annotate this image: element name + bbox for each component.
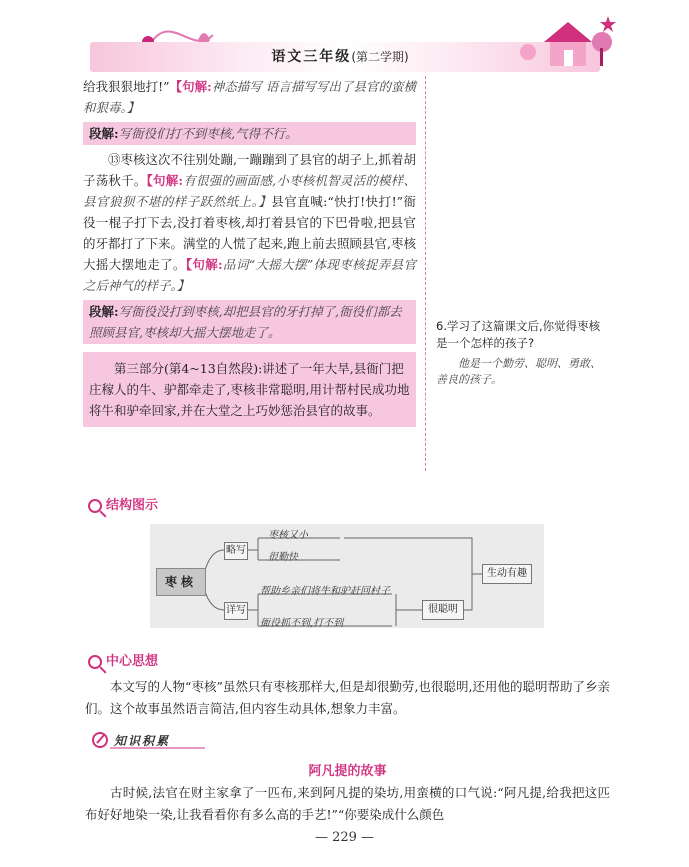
- summary-text: 写衙役们打不到枣核,气得不行。: [118, 126, 298, 141]
- paragraph-summary-box: [83, 122, 416, 145]
- detailed-item: 衙役抓不到,打不到: [260, 618, 344, 629]
- paragraph-summary-box: [83, 300, 416, 344]
- sentence-analysis-tag: 【句解:: [185, 257, 223, 272]
- summary-label: 段解:: [89, 126, 119, 141]
- sentence-analysis-tag: 【句解:: [169, 79, 212, 94]
- column-divider: [425, 76, 426, 471]
- left-column: [83, 76, 416, 427]
- page-header: [70, 12, 610, 72]
- result-label: 生动有趣: [482, 564, 532, 584]
- right-column: [436, 318, 611, 388]
- center-node: 枣核: [156, 568, 206, 596]
- detailed-item: 帮助乡亲们将牛和驴赶回村子: [260, 586, 390, 597]
- summary-text: 写衙役没打到枣核,却把县官的牙打掉了,衙役们都去照顾县官,枣核却大摇大摆地走了。: [89, 304, 402, 340]
- sentence-analysis-note: 品词“大摇大摆”体现枣核捉弄县官之后神气的样子。】: [83, 257, 416, 293]
- summary-label: 段解:: [89, 304, 119, 319]
- part-three-summary: 第三部分(第4~13自然段):讲述了一年大旱,县衙门把庄稼人的牛、驴都牵走了,枣核非常聪明,用计帮村民成功地将牛和驴牵回家,并在大堂之上巧妙惩治县官的故事。: [83, 352, 416, 427]
- structure-diagram: [150, 524, 544, 628]
- magnifier-icon: [88, 499, 102, 513]
- question-6-answer: 他是一个勤劳、聪明、勇敢、善良的孩子。: [436, 357, 601, 386]
- magnifier-icon: [88, 655, 102, 669]
- branch-detailed: 详写: [224, 602, 248, 620]
- sentence-analysis-note: 有很强的画面感,小枣核机智灵活的模样、县官狼狈不堪的样子跃然纸上。】: [83, 173, 416, 209]
- paragraph-continuation: 给我狠狠地打!”【句解:神态描写 语言描写写出了县官的蛮横和狠毒。】: [83, 79, 416, 115]
- central-idea-text: 本文写的人物“枣核”虽然只有枣核那样大,但是却很勤劳,也很聪明,还用他的聪明帮助了乡亲们。这个故事虽然语言简洁,但内容生动具体,想象力丰富。: [85, 679, 610, 716]
- sentence-analysis-note: 神态描写 语言描写写出了县官的蛮横和狠毒。】: [83, 79, 416, 115]
- paragraph-13: ⑬枣核这次不往别处蹦,一蹦蹦到了县官的胡子上,抓着胡子荡秋千。【句解:有很强的画面感,小枣核机智灵活的模样、县官狼狈不堪的样子跃然纸上。】县官直喊:“快打!快打!”衙役一棍子打下去,没打着枣核,却打着县官的下巴骨啦,把县官的牙都打了下来。满堂的人慌了起来,跑上前去照顾县官,枣核大摇大摆地走了。【句解:品词“大摇大摆”体现枣核捉弄县官之后神气的样子。】: [83, 152, 416, 293]
- knowledge-heading: 知识积累: [90, 730, 210, 750]
- central-idea-heading: 中心思想: [88, 650, 158, 669]
- story-text: 古时候,法官在财主家拿了一匹布,来到阿凡提的染坊,用蛮横的口气说:“阿凡提,给我把这匹布好好地染一染,让我看看你有多么高的手艺!”“你要染成什么颜色: [85, 785, 610, 822]
- book-title: 语文三年级: [271, 49, 352, 65]
- branch-brief: 略写: [224, 542, 248, 560]
- house-decoration-icon: [510, 12, 620, 72]
- brief-item: 枣核又小: [268, 530, 308, 541]
- semester-label: (第二学期): [351, 50, 409, 64]
- clever-label: 很聪明: [422, 600, 464, 620]
- question-6: 6.学习了这篇课文后,你觉得枣核是一个怎样的孩子?: [436, 319, 601, 350]
- story-title: 阿凡提的故事: [308, 764, 387, 779]
- structure-heading: 结构图示: [88, 494, 158, 513]
- brief-item: 很勤快: [268, 552, 298, 563]
- sentence-analysis-tag: 【句解:: [146, 173, 184, 188]
- page-number: — 229 —: [314, 830, 375, 845]
